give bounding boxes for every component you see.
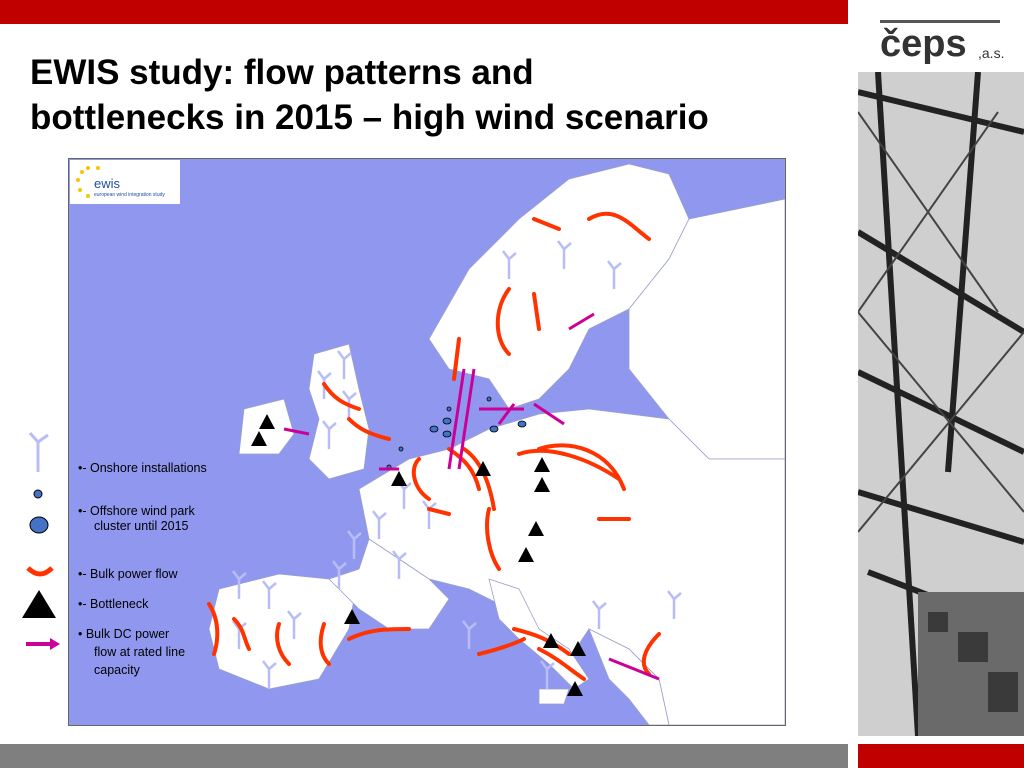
logo-suffix: ,a.s. <box>978 45 1005 61</box>
bottleneck-icon <box>22 590 56 618</box>
legend-bottleneck: •- Bottleneck <box>78 597 149 611</box>
legend-offshore-line2: cluster until 2015 <box>94 519 189 533</box>
legend-dc-line1: • Bulk DC power <box>78 627 170 641</box>
steel-tower-photo <box>858 72 1024 736</box>
logo-wordmark: čeps <box>880 23 967 64</box>
small-offshore-icon <box>34 490 42 498</box>
legend-dc-line2: flow at rated line <box>94 645 186 659</box>
onshore-turbine-icon <box>30 433 48 472</box>
ewis-logo-subtitle: european wind integration study <box>94 192 165 198</box>
ewis-logo <box>70 160 180 204</box>
legend-bulk-flow: •- Bulk power flow <box>78 567 178 581</box>
ceps-logo-graphic <box>880 14 1020 64</box>
ceps-logo <box>880 14 1020 64</box>
legend <box>78 440 228 700</box>
legend-dc-line3: capacity <box>94 663 140 677</box>
large-offshore-icon <box>30 517 48 533</box>
tower-photo-graphic <box>858 72 1024 736</box>
top-red-bar <box>0 0 848 24</box>
slide-title <box>30 50 830 140</box>
bottom-red-bar <box>858 744 1024 768</box>
bottom-gray-bar <box>0 744 848 768</box>
legend-icon-graphics <box>18 430 64 670</box>
legend-onshore: •- Onshore installations <box>78 461 207 475</box>
legend-icons <box>18 430 64 670</box>
title-line-1: EWIS study: flow patterns and <box>30 53 534 92</box>
title-line-2: bottlenecks in 2015 – high wind scenario <box>30 98 709 137</box>
ewis-logo-text: ewis <box>94 176 121 191</box>
legend-offshore-line1: •- Offshore wind park <box>78 504 195 518</box>
bulk-flow-icon <box>28 568 52 574</box>
